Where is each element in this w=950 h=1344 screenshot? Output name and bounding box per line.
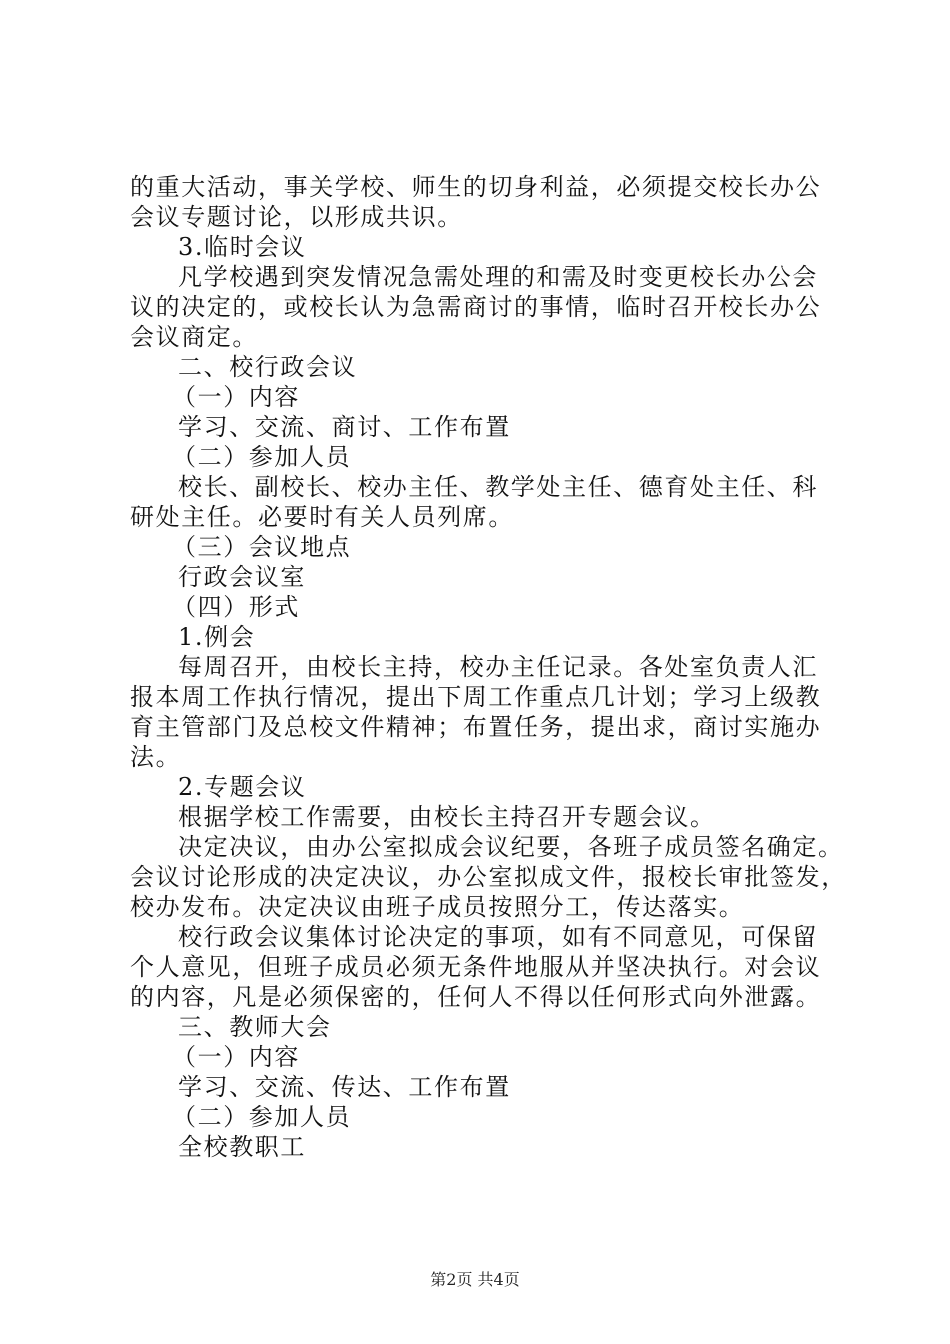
text-line: （四）形式	[172, 593, 300, 621]
text-line: 全校教职工	[178, 1133, 306, 1161]
text-line: （二）参加人员	[172, 1103, 352, 1131]
text-line: 每周召开，由校长主持，校办主任记录。各处室负责人汇	[178, 653, 818, 681]
text-line: 二、校行政会议	[178, 353, 358, 381]
text-line: 议的决定的，或校长认为急需商讨的事情，临时召开校长办公	[130, 293, 822, 321]
text-line: 决定决议，由办公室拟成会议纪要，各班子成员签名确定。	[178, 833, 844, 861]
text-line: 三、教师大会	[178, 1013, 332, 1041]
text-line: 法。	[130, 743, 182, 771]
text-line: 研处主任。必要时有关人员列席。	[130, 503, 514, 531]
text-line: 行政会议室	[178, 563, 306, 591]
page-footer: 第2页 共4页	[430, 1270, 520, 1289]
text-line: 根据学校工作需要，由校长主持召开专题会议。	[178, 803, 716, 831]
text-line: 3.临时会议	[178, 233, 307, 261]
text-line: 校长、副校长、校办主任、教学处主任、德育处主任、科	[178, 473, 818, 501]
text-line: （一）内容	[172, 1043, 300, 1071]
text-line: 学习、交流、商讨、工作布置	[178, 413, 511, 441]
text-line: 会议讨论形成的决定决议，办公室拟成文件，报校长审批签发，	[130, 863, 847, 891]
text-line: 校行政会议集体讨论决定的事项，如有不同意见，可保留	[178, 923, 818, 951]
document-body	[130, 172, 847, 1162]
text-line: 学习、交流、传达、工作布置	[178, 1073, 511, 1101]
text-line: （一）内容	[172, 383, 300, 411]
text-line: 校办发布。决定决议由班子成员按照分工，传达落实。	[130, 893, 745, 921]
text-line: 报本周工作执行情况，提出下周工作重点几计划；学习上级教	[130, 683, 822, 711]
text-line: 个人意见，但班子成员必须无条件地服从并坚决执行。对会议	[130, 953, 822, 981]
text-line: （二）参加人员	[172, 443, 352, 471]
text-line: （三）会议地点	[172, 533, 352, 561]
text-line: 1.例会	[178, 623, 256, 651]
text-line: 2.专题会议	[178, 773, 307, 801]
text-line: 育主管部门及总校文件精神；布置任务，提出求，商讨实施办	[130, 713, 822, 741]
text-line: 的重大活动，事关学校、师生的切身利益，必须提交校长办公	[130, 173, 822, 201]
text-line: 会议商定。	[130, 323, 258, 351]
text-line: 会议专题讨论，以形成共识。	[130, 203, 463, 231]
text-line: 凡学校遇到突发情况急需处理的和需及时变更校长办公会	[178, 263, 818, 291]
text-line: 的内容，凡是必须保密的，任何人不得以任何形式向外泄露。	[130, 983, 822, 1011]
